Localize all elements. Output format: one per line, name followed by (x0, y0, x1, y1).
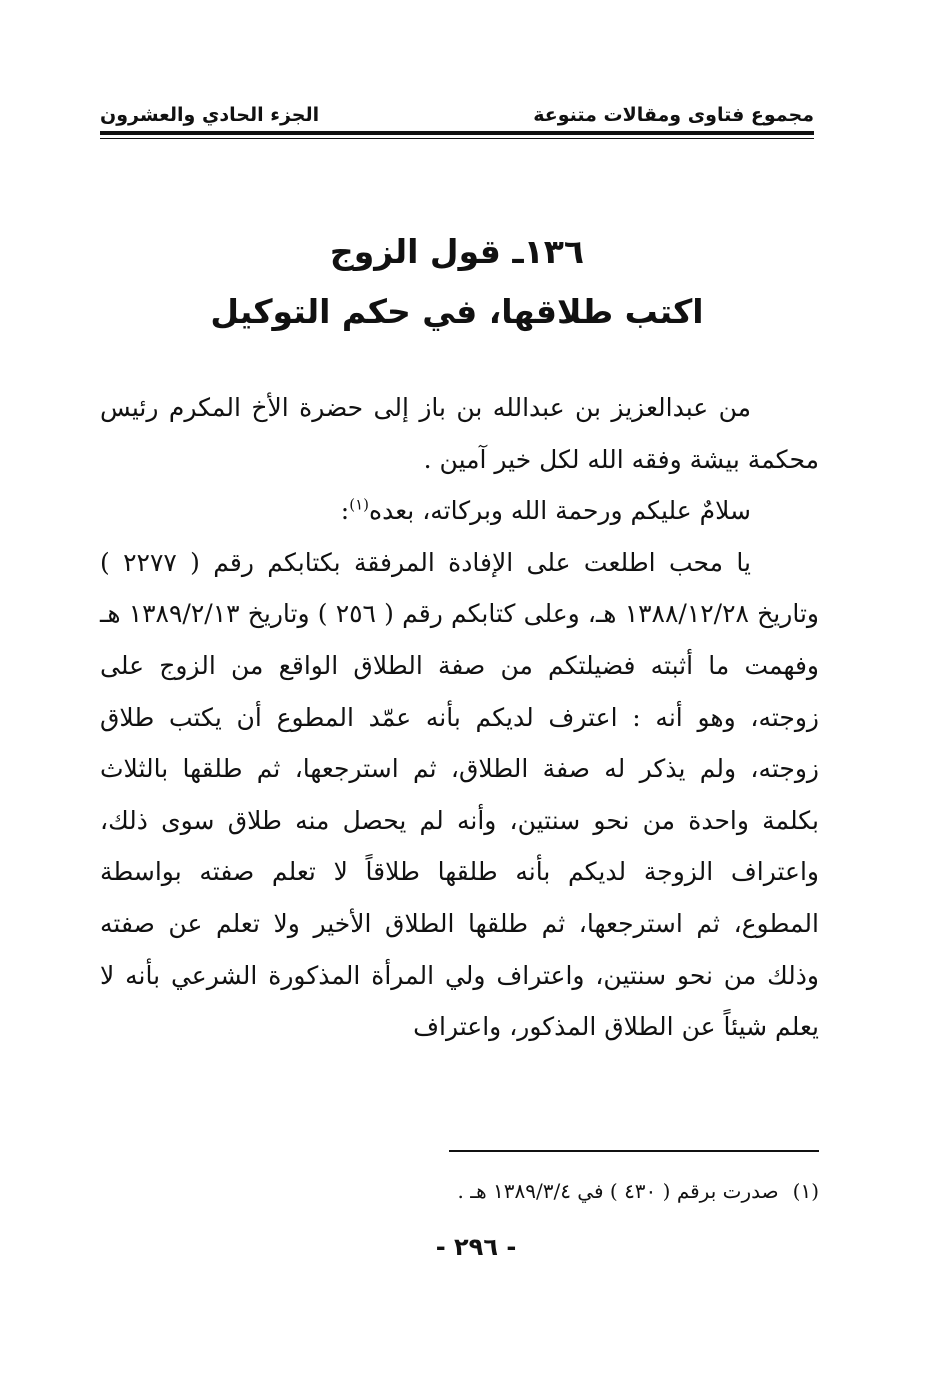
volume-title: الجزء الحادي والعشرون (100, 104, 320, 126)
paragraph-greeting (100, 485, 819, 537)
header-rule-thin (100, 138, 814, 139)
paragraph-main: يا محب اطلعت على الإفادة المرفقة بكتابكم رقم ( ٢٢٧٧ ) وتاريخ ١٣٨٨/١٢/٢٨ هـ، وعلى كتابكم رقم ( ٢٥٦ ) وتاريخ ١٣٨٩/٢/١٣ هـ وفهمت ما أثبته فضيلتكم من صفة الطلاق الواقع من الزوج على زوجته، وهو أنه : اعترف لديكم بأنه عمّد المطوع أن يكتب طلاق زوجته، ولم يذكر له صفة الطلاق، ثم استرجعها، ثم طلقها بالثلاث بكلمة واحدة من نحو سنتين، وأنه لم يحصل منه طلاق سوى ذلك، واعتراف الزوجة لديكم بأنه طلقها طلاقاً لا تعلم صفته بواسطة المطوع، ثم استرجعها، ثم طلقها الطلاق الأخير ولا تعلم عن صفته وذلك من نحو سنتين، واعتراف ولي المرأة المذكورة الشرعي بأنه لا يعلم شيئاً عن الطلاق المذكور، واعتراف (100, 547, 820, 1042)
greeting-colon: : (340, 496, 350, 526)
book-title: مجموع فتاوى ومقالات متنوعة (533, 104, 814, 126)
paragraph-salutation: من عبدالعزيز بن عبدالله بن باز إلى حضرة الأخ المكرم رئيس محكمة بيشة وفقه الله لكل خير آمين . (100, 393, 819, 474)
title-line-2: اكتب طلاقها، في حكم التوكيل (210, 292, 704, 331)
page-number: - ٢٩٦ - (435, 1233, 517, 1261)
header-rule-thick (100, 131, 814, 135)
body-text (100, 382, 819, 1053)
running-header (100, 92, 814, 126)
footnote-number: (١) (792, 1179, 819, 1203)
footnote (100, 1176, 819, 1206)
footnote-text: صدرت برقم ( ٤٣٠ ) في ١٣٨٩/٣/٤ هـ . (457, 1179, 779, 1203)
greeting-text: سلامٌ عليكم ورحمة الله وبركاته، بعده (369, 496, 751, 526)
fatwa-title (100, 222, 814, 342)
footnote-reference[interactable]: (١) (349, 495, 370, 514)
footnote-separator (449, 1150, 819, 1152)
title-line-1: ١٣٦ـ قول الزوج (329, 232, 585, 271)
